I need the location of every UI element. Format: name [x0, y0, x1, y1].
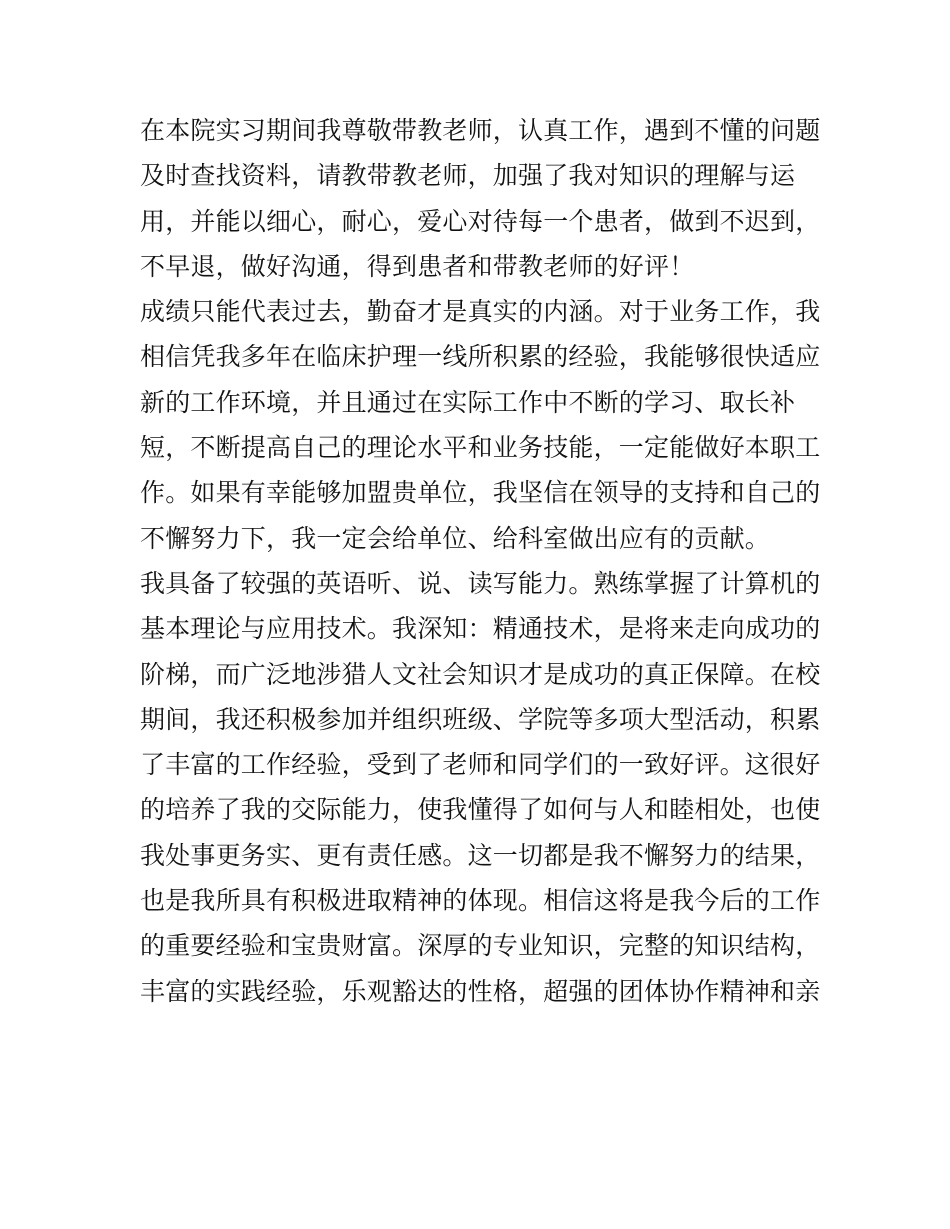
- text-line: 不早退，做好沟通，得到患者和带教老师的好评！: [140, 251, 695, 281]
- text-line: 的培养了我的交际能力，使我懂得了如何与人和睦相处，也使: [140, 795, 821, 825]
- text-line: 也是我所具有积极进取精神的体现。相信这将是我今后的工作: [140, 886, 821, 916]
- text-line: 阶梯，而广泛地涉猎人文社会知识才是成功的真正保障。在校: [140, 659, 821, 689]
- text-line: 在本院实习期间我尊敬带教老师，认真工作，遇到不懂的问题: [140, 116, 821, 145]
- text-line: 作。如果有幸能够加盟贵单位，我坚信在领导的支持和自己的: [140, 478, 821, 508]
- text-line: 了丰富的工作经验，受到了老师和同学们的一致好评。这很好: [140, 750, 821, 780]
- text-line: 短，不断提高自己的理论水平和业务技能，一定能做好本职工: [140, 433, 821, 463]
- text-line: 期间，我还积极参加并组织班级、学院等多项大型活动，积累: [140, 704, 821, 734]
- text-line: 新的工作环境，并且通过在实际工作中不断的学习、取长补: [140, 387, 796, 417]
- text-line: 及时查找资料，请教带教老师，加强了我对知识的理解与运: [140, 161, 796, 191]
- text-line: 基本理论与应用技术。我深知：精通技术，是将来走向成功的: [140, 614, 821, 644]
- text-line: 我具备了较强的英语听、说、读写能力。熟练掌握了计算机的: [140, 568, 821, 598]
- document-body: [140, 108, 830, 1014]
- text-line: 成绩只能代表过去，勤奋才是真实的内涵。对于业务工作，我: [140, 297, 821, 327]
- text-line: 相信凭我多年在临床护理一线所积累的经验，我能够很快适应: [140, 342, 821, 372]
- text-line: 我处事更务实、更有责任感。这一切都是我不懈努力的结果，: [140, 840, 821, 870]
- text-line: 不懈努力下，我一定会给单位、给科室做出应有的贡献。: [140, 523, 771, 553]
- text-line: 丰富的实践经验，乐观豁达的性格，超强的团体协作精神和亲: [140, 976, 821, 1006]
- text-line: 用，并能以细心，耐心，爱心对待每一个患者，做到不迟到，: [140, 206, 821, 236]
- text-line: 的重要经验和宝贵财富。深厚的专业知识，完整的知识结构，: [140, 931, 821, 961]
